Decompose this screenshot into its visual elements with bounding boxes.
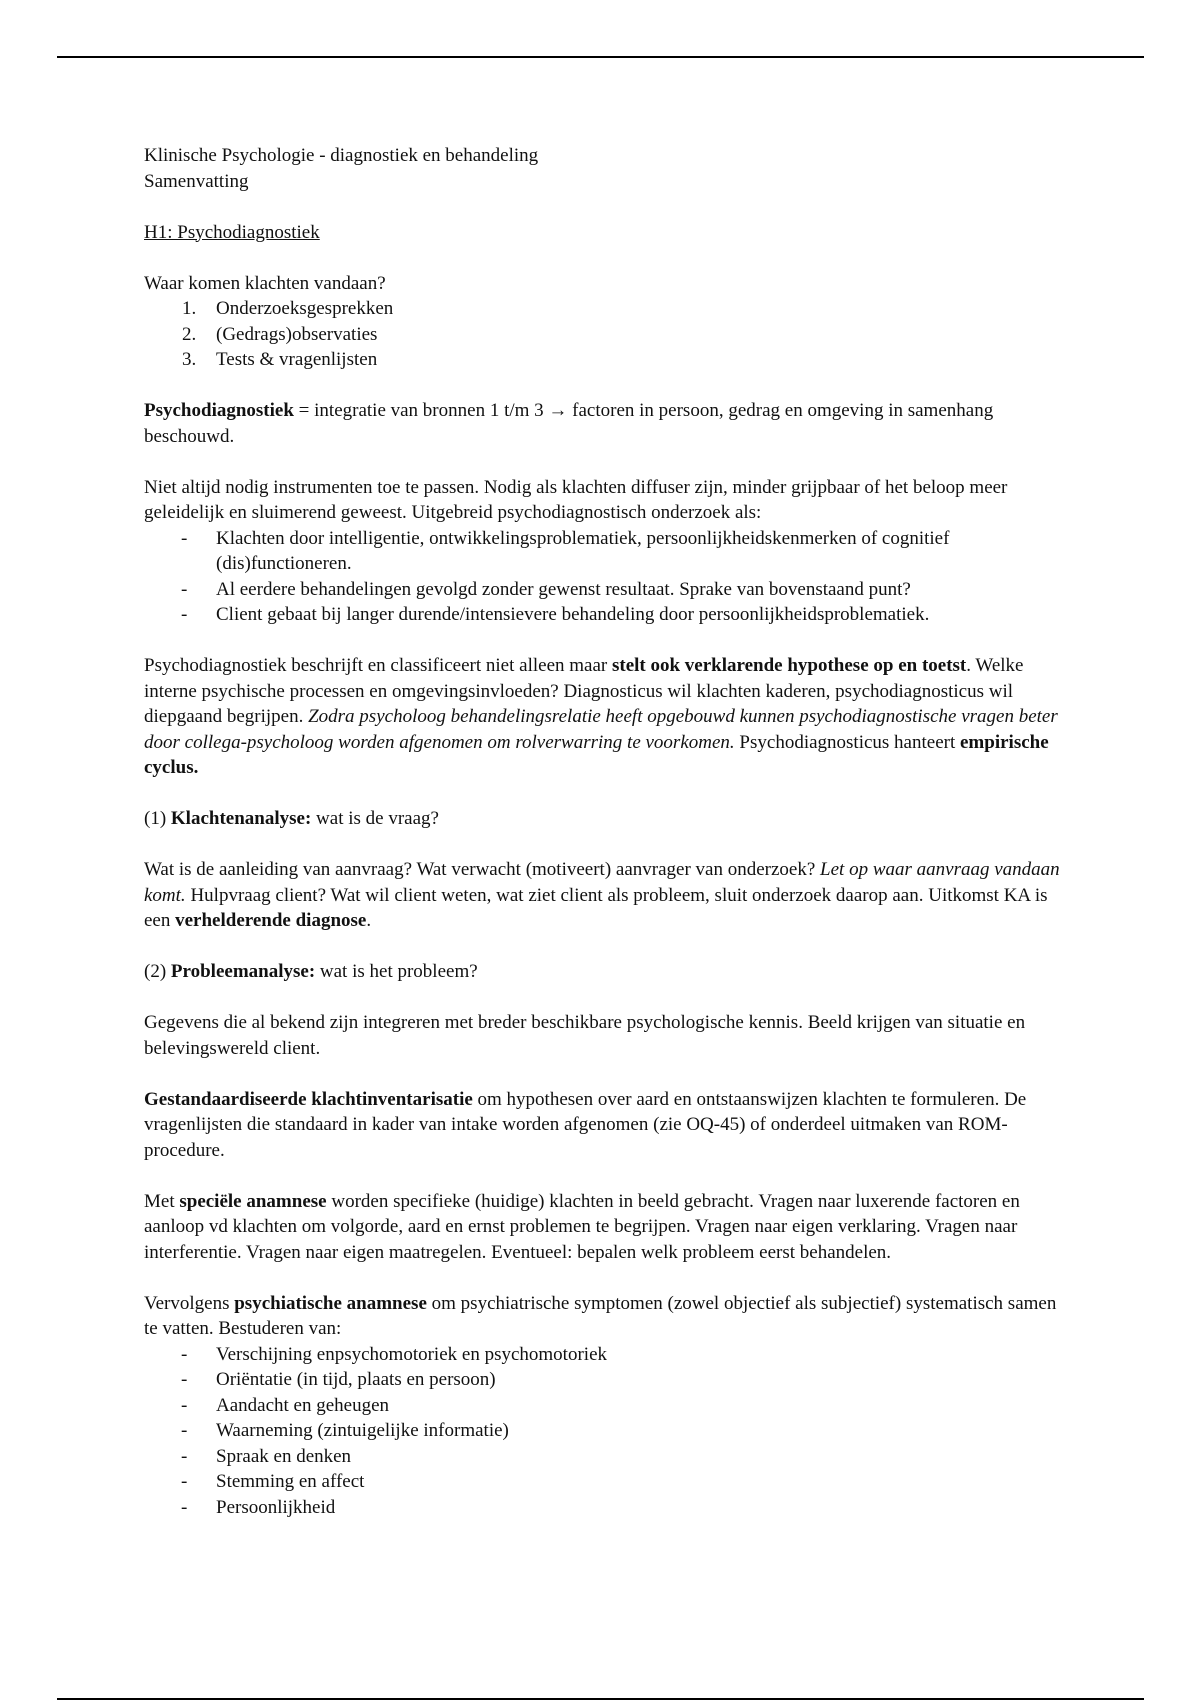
- list-item: - Spraak en denken: [181, 1445, 352, 1467]
- list-item: - Oriëntatie (in tijd, plaats en persoon): [181, 1369, 496, 1390]
- subheading-probleemanalyse: (2) Probleemanalyse: wat is het probleem?: [144, 961, 478, 982]
- list-item: 1. Onderzoeksgesprekken: [182, 298, 394, 319]
- paragraph-klachtinventarisatie: Gestandaardiseerde klachtinventarisatie om hypothesen over aard en ontstaanswijzen klachten te formuleren. De vragenlijsten die standaard in kader van intake worden afgenomen (zie OQ-45) of onderdeel uitmaken van ROM-procedure.: [144, 1088, 1027, 1161]
- list-item: - Waarneming (zintuigelijke informatie): [181, 1420, 509, 1441]
- paragraph-gegevens: Gegevens die al bekend zijn integreren met breder beschikbare psychologische kennis. Beeld krijgen van situatie en belevingswereld client.: [144, 1012, 1026, 1059]
- list-item: - Client gebaat bij langer durende/intensievere behandeling door persoonlijkheidsproblematiek.: [181, 604, 930, 625]
- paragraph-speciele-anamnese: Met speciële anamnese worden specifieke (huidige) klachten in beeld gebracht. Vragen naar luxerende factoren en aanloop vd klachten om volgorde, aard en ernst problemen te begrijpen. Vragen naar eigen verklaring. Vragen naar interferentie. Vragen naar eigen maatregelen. Eventueel: bepalen welk probleem eerst behandelen.: [144, 1190, 1020, 1263]
- list-item: 3. Tests & vragenlijsten: [182, 349, 378, 370]
- paragraph-definition: Psychodiagnostiek = integratie van bronnen 1 t/m 3 → factoren in persoon, gedrag en omgeving in samenhang beschouwd.: [144, 400, 994, 447]
- list-item: - Klachten door intelligentie, ontwikkelingsproblematiek, persoonlijkheidskenmerken of cognitief (dis)functioneren.: [181, 527, 950, 574]
- paragraph-instruments: Niet altijd nodig instrumenten toe te passen. Nodig als klachten diffuser zijn, minder grijpbaar of het beloop meer geleidelijk en sluimerend geweest. Uitgebreid psychodiagnostisch onderzoek als:: [144, 476, 1008, 523]
- section-heading: H1: Psychodiagnostiek: [144, 221, 320, 243]
- document-body: [144, 143, 1064, 1520]
- list-item: - Stemming en affect: [181, 1471, 365, 1492]
- instruments-list: [144, 526, 1064, 628]
- doc-subtitle: Samenvatting: [144, 170, 249, 192]
- doc-title: Klinische Psychologie - diagnostiek en behandeling: [144, 145, 539, 166]
- list-item: - Persoonlijkheid: [181, 1496, 336, 1518]
- paragraph-aanvraag: Wat is de aanleiding van aanvraag? Wat verwacht (motiveert) aanvrager van onderzoek? Let op waar aanvraag vandaan komt. Hulpvraag client? Wat wil client weten, wat ziet client als probleem, sluit onderzoek daarop aan. Uitkomst KA is een verhelderende diagnose.: [144, 859, 1060, 931]
- anamnese-list: [144, 1342, 1064, 1521]
- list-item: 2. (Gedrags)observaties: [182, 323, 378, 345]
- question-sources: Waar komen klachten vandaan?: [144, 272, 386, 294]
- top-rule: [57, 56, 1144, 58]
- list-item: - Al eerdere behandelingen gevolgd zonder gewenst resultaat. Sprake van bovenstaand punt?: [181, 578, 911, 600]
- list-item: - Verschijning enpsychomotoriek en psychomotoriek: [181, 1343, 608, 1365]
- sources-list: [144, 296, 1064, 373]
- paragraph-psychiatrische-anamnese: Vervolgens psychiatische anamnese om psychiatrische symptomen (zowel objectief als subjectief) systematisch samen te vatten. Bestuderen van:: [144, 1292, 1057, 1339]
- paragraph-hypothesis: Psychodiagnostiek beschrijft en classificeert niet alleen maar stelt ook verklarende hypothese op en toetst. Welke interne psychische processen en omgevingsinvloeden? Diagnosticus wil klachten kaderen, psychodiagnosticus wil diepgaand begrijpen. Zodra psycholoog behandelingsrelatie heeft opgebouwd kunnen psychodiagnostische vragen beter door collega-psycholoog worden afgenomen om rolverwarring te voorkomen. Psychodiagnosticus hanteert empirische cyclus.: [144, 655, 1058, 778]
- subheading-klachtenanalyse: (1) Klachtenanalyse: wat is de vraag?: [144, 808, 439, 829]
- list-item: - Aandacht en geheugen: [181, 1394, 390, 1416]
